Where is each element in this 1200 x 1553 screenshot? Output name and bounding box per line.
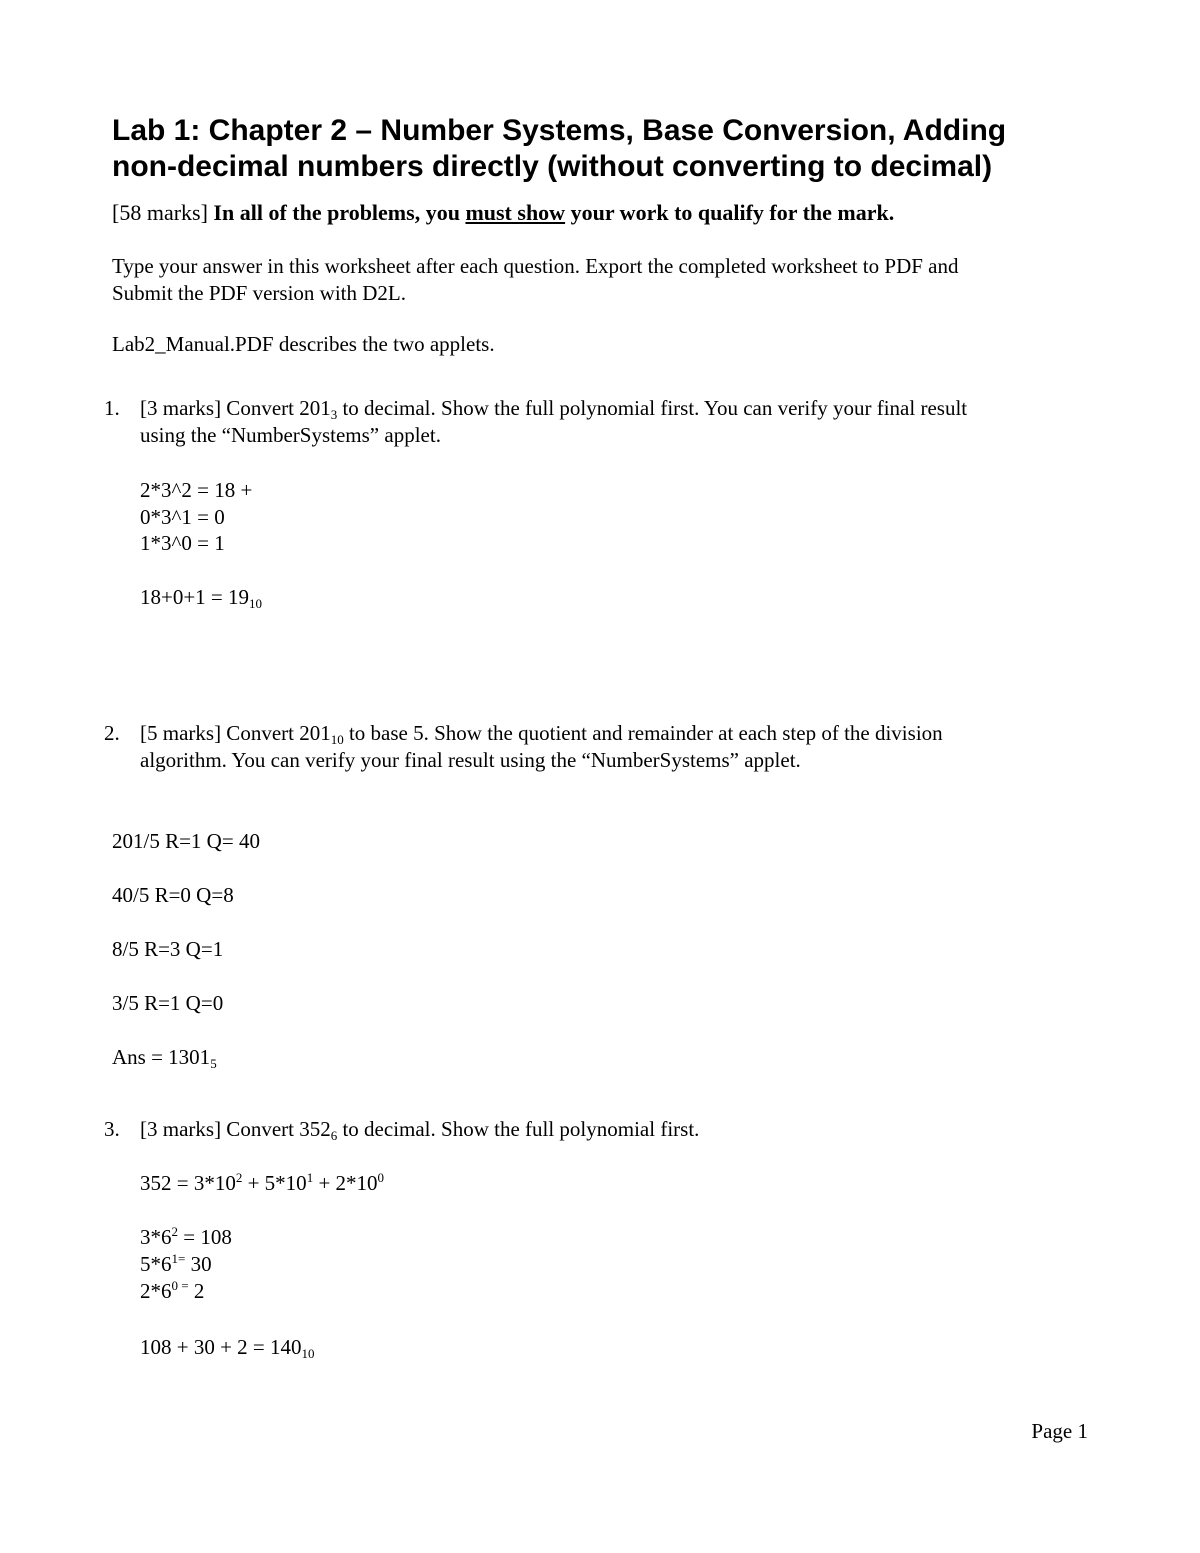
q2-prompt-line-1: [5 marks] Convert $201_{10}$ to base 5. Show the quotient and remainder at each step of the division — [140, 721, 943, 747]
q2-step-3: 8/5 R=3 Q=1 — [112, 937, 224, 961]
page-number: Page 1 — [1031, 1419, 1088, 1443]
q3-number: 3. — [104, 1117, 120, 1141]
q1-answer-line-2: 0*3^1 = 0 — [140, 505, 225, 529]
manual-note: Lab2_Manual.PDF describes the two applets. — [112, 332, 495, 356]
intro-line-2: Submit the PDF version with D2L. — [112, 281, 407, 305]
q3-step-3: $2*6^{0 =}$ 2 — [140, 1278, 205, 1303]
marks-total: [58 marks] — [112, 200, 208, 225]
instruction-underlined: must show — [465, 200, 566, 225]
q2-answer: Ans = $1301_5$ — [112, 1045, 217, 1071]
q1-answer-line-3: 1*3^0 = 1 — [140, 531, 225, 555]
q2-step-4: 3/5 R=1 Q=0 — [112, 991, 224, 1015]
q3-polynomial: $352 = 3*10^2 + 5*10^1 + 2*10^0$ — [140, 1170, 385, 1195]
instruction-bold-b: your work to qualify for the mark. — [570, 200, 895, 225]
q2-prompt-line-2: algorithm. You can verify your final result using the “NumberSystems” applet. — [140, 748, 801, 772]
q1-prompt-line-1: [3 marks] Convert $201_3$ to decimal. Show the full polynomial first. You can verify your final result — [140, 396, 968, 422]
q3-prompt-line-1: [3 marks] Convert $352_6$ to decimal. Show the full polynomial first. — [140, 1117, 700, 1143]
q3-step-1: $3*6^2 = 108$ — [140, 1224, 232, 1249]
q3-step-2: $5*6^{1=}$ 30 — [140, 1251, 212, 1276]
q1-answer-line-1: 2*3^2 = 18 + — [140, 478, 253, 502]
page-title-line-2: non-decimal numbers directly (without converting to decimal) — [112, 150, 993, 183]
intro-line-1: Type your answer in this worksheet after each question. Export the completed worksheet to PDF and — [112, 254, 959, 278]
page-title-line-1: Lab 1: Chapter 2 – Number Systems, Base Conversion, Adding — [112, 114, 1007, 147]
marks-instruction — [112, 199, 894, 226]
instruction-bold-a: In all of the problems, you — [213, 200, 460, 225]
q1-number: 1. — [104, 396, 120, 420]
q1-prompt-line-2: using the “NumberSystems” applet. — [140, 423, 441, 447]
q1-result: $18+0+1 = 19_{10}$ — [140, 585, 263, 611]
q2-number: 2. — [104, 721, 120, 745]
q2-step-1: 201/5 R=1 Q= 40 — [112, 829, 260, 853]
q2-step-2: 40/5 R=0 Q=8 — [112, 883, 234, 907]
q3-result: $108 + 30 + 2 = 140_{10}$ — [140, 1335, 315, 1361]
